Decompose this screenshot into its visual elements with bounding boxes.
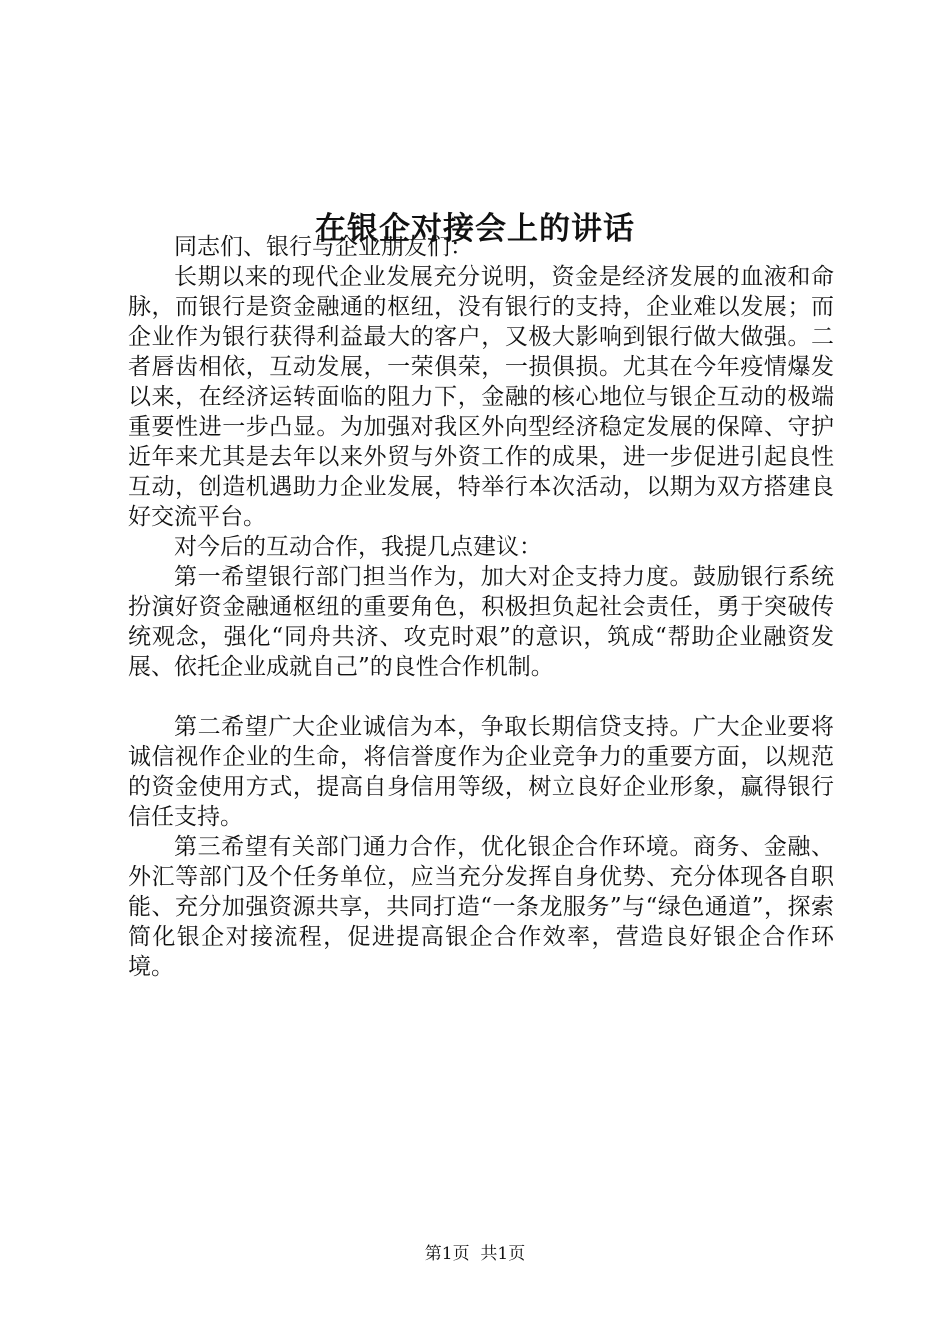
page-number-total: 共1页 [480, 1244, 526, 1264]
document-title: 在银企对接会上的讲话 [315, 210, 635, 247]
document-body [128, 232, 834, 982]
suggestion-1-paragraph: 第一希望银行部门担当作为，加大对企支持力度。鼓励银行系统扮演好资金融通枢纽的重要角色，积极担负起社会责任，勇于突破传统观念，强化“同舟共济、攻克时艰”的意识，筑成“帮助企业融资发展、依托企业成就自己”的良性合作机制。 [128, 564, 834, 680]
suggestion-3-paragraph: 第三希望有关部门通力合作，优化银企合作环境。商务、金融、外汇等部门及个任务单位，应当充分发挥自身优势、充分体现各自职能、充分加强资源共享，共同打造“一条龙服务”与“绿色通道”，探索简化银企对接流程，促进提高银企合作效率，营造良好银企合作环境。 [128, 834, 834, 980]
suggestions-lead-paragraph: 对今后的互动合作，我提几点建议： [174, 534, 542, 560]
salutation-paragraph: 同志们、银行与企业朋友们： [174, 234, 473, 260]
intro-paragraph: 长期以来的现代企业发展充分说明，资金是经济发展的血液和命脉，而银行是资金融通的枢纽，没有银行的支持，企业难以发展；而企业作为银行获得利益最大的客户，又极大影响到银行做大做强。二者唇齿相依，互动发展，一荣俱荣，一损俱损。尤其在今年疫情爆发以来，在经济运转面临的阻力下，金融的核心地位与银企互动的极端重要性进一步凸显。为加强对我区外向型经济稳定发展的保障、守护近年来尤其是去年以来外贸与外资工作的成果，进一步促进引起良性互动，创造机遇助力企业发展，特举行本次活动，以期为双方搭建良好交流平台。 [128, 264, 834, 530]
page-number-current: 第1页 [424, 1244, 470, 1264]
suggestion-2-paragraph: 第二希望广大企业诚信为本，争取长期信贷支持。广大企业要将诚信视作企业的生命，将信誉度作为企业竞争力的重要方面，以规范的资金使用方式，提高自身信用等级，树立良好企业形象，赢得银行信任支持。 [128, 714, 834, 830]
footer-separator [470, 1244, 481, 1264]
page-footer [0, 1242, 950, 1266]
